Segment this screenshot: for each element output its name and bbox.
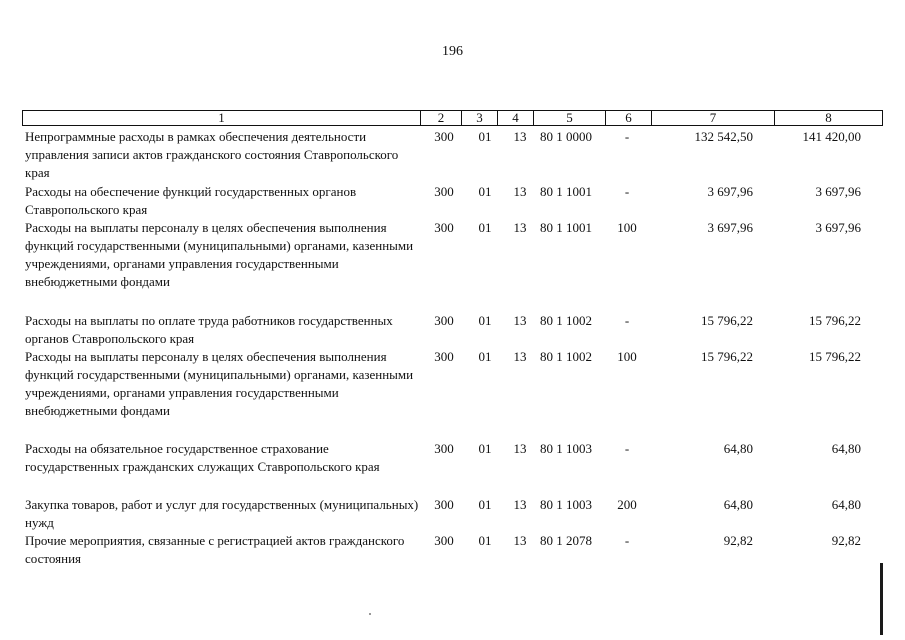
row-subsection-code: 13 bbox=[513, 220, 527, 235]
row-admin-code: 300 bbox=[434, 184, 454, 199]
row-amount-year2: 64,80 bbox=[831, 497, 861, 512]
row-name: Расходы на выплаты персоналу в целях обеспечения выполнения функций государственными (муниципальными) органами, казенными учреждениями, органами управления государственными внебюджетными фондами bbox=[25, 220, 414, 289]
row-target-article: 80 1 1001 bbox=[540, 220, 592, 235]
row-subsection-code: 13 bbox=[513, 441, 527, 456]
header-row bbox=[23, 111, 883, 126]
row-name: Непрограммные расходы в рамках обеспечения деятельности управления записи актов гражданского состояния Ставропольского края bbox=[25, 129, 399, 180]
row-admin-code: 300 bbox=[434, 441, 454, 456]
row-target-article: 80 1 0000 bbox=[540, 129, 592, 144]
row-amount-year1: 64,80 bbox=[723, 441, 753, 456]
page-number: 196 bbox=[442, 44, 463, 59]
row-amount-year1: 92,82 bbox=[723, 533, 753, 548]
header-cell: 6 bbox=[606, 111, 652, 126]
row-expense-type: - bbox=[624, 184, 630, 199]
header-cell: 8 bbox=[775, 111, 883, 126]
row-section-code: 01 bbox=[478, 497, 492, 512]
column-number-header bbox=[22, 110, 883, 126]
row-target-article: 80 1 1003 bbox=[540, 497, 592, 512]
row-section-code: 01 bbox=[478, 220, 492, 235]
row-amount-year1: 64,80 bbox=[723, 497, 753, 512]
header-cell: 4 bbox=[498, 111, 534, 126]
row-amount-year2: 64,80 bbox=[831, 441, 861, 456]
row-amount-year2: 15 796,22 bbox=[809, 349, 861, 364]
header-cell: 1 bbox=[23, 111, 421, 126]
row-subsection-code: 13 bbox=[513, 497, 527, 512]
row-amount-year1: 3 697,96 bbox=[707, 184, 753, 199]
row-name: Закупка товаров, работ и услуг для государственных (муниципальных) нужд bbox=[25, 497, 419, 530]
row-name: Расходы на выплаты персоналу в целях обеспечения выполнения функций государственными (муниципальными) органами, казенными учреждениями, органами управления государственными внебюджетными фондами bbox=[25, 349, 414, 418]
row-amount-year1: 15 796,22 bbox=[701, 349, 753, 364]
row-amount-year1: 3 697,96 bbox=[707, 220, 753, 235]
row-amount-year2: 92,82 bbox=[831, 533, 861, 548]
header-cell: 7 bbox=[652, 111, 775, 126]
row-section-code: 01 bbox=[478, 349, 492, 364]
row-name: Расходы на обязательное государственное страхование государственных гражданских служащих Ставропольского края bbox=[25, 441, 380, 474]
row-expense-type: - bbox=[624, 533, 630, 548]
row-amount-year1: 132 542,50 bbox=[694, 129, 753, 144]
row-section-code: 01 bbox=[478, 129, 492, 144]
row-target-article: 80 1 1002 bbox=[540, 349, 592, 364]
row-subsection-code: 13 bbox=[513, 184, 527, 199]
row-subsection-code: 13 bbox=[513, 313, 527, 328]
row-section-code: 01 bbox=[478, 441, 492, 456]
row-target-article: 80 1 1003 bbox=[540, 441, 592, 456]
row-amount-year2: 141 420,00 bbox=[802, 129, 861, 144]
scan-speck bbox=[369, 613, 371, 615]
row-subsection-code: 13 bbox=[513, 533, 527, 548]
header-cell: 5 bbox=[534, 111, 606, 126]
row-admin-code: 300 bbox=[434, 349, 454, 364]
row-target-article: 80 1 1002 bbox=[540, 313, 592, 328]
row-subsection-code: 13 bbox=[513, 349, 527, 364]
row-amount-year2: 3 697,96 bbox=[815, 220, 861, 235]
header-cell: 2 bbox=[421, 111, 462, 126]
row-name: Расходы на выплаты по оплате труда работников государственных органов Ставропольского края bbox=[25, 313, 393, 346]
row-name: Прочие мероприятия, связанные с регистрацией актов гражданского состояния bbox=[25, 533, 405, 566]
row-section-code: 01 bbox=[478, 184, 492, 199]
row-expense-type: - bbox=[624, 129, 630, 144]
row-expense-type: - bbox=[624, 441, 630, 456]
row-section-code: 01 bbox=[478, 533, 492, 548]
row-admin-code: 300 bbox=[434, 533, 454, 548]
scan-edge-line bbox=[880, 563, 883, 635]
row-target-article: 80 1 2078 bbox=[540, 533, 592, 548]
row-expense-type: 200 bbox=[617, 497, 637, 512]
row-admin-code: 300 bbox=[434, 313, 454, 328]
row-admin-code: 300 bbox=[434, 220, 454, 235]
row-target-article: 80 1 1001 bbox=[540, 184, 592, 199]
row-admin-code: 300 bbox=[434, 129, 454, 144]
row-expense-type: - bbox=[624, 313, 630, 328]
header-cell: 3 bbox=[462, 111, 498, 126]
row-amount-year2: 15 796,22 bbox=[809, 313, 861, 328]
row-section-code: 01 bbox=[478, 313, 492, 328]
row-admin-code: 300 bbox=[434, 497, 454, 512]
row-amount-year2: 3 697,96 bbox=[815, 184, 861, 199]
row-subsection-code: 13 bbox=[513, 129, 527, 144]
row-expense-type: 100 bbox=[617, 349, 637, 364]
row-amount-year1: 15 796,22 bbox=[701, 313, 753, 328]
row-name: Расходы на обеспечение функций государственных органов Ставропольского края bbox=[25, 184, 357, 217]
row-expense-type: 100 bbox=[617, 220, 637, 235]
